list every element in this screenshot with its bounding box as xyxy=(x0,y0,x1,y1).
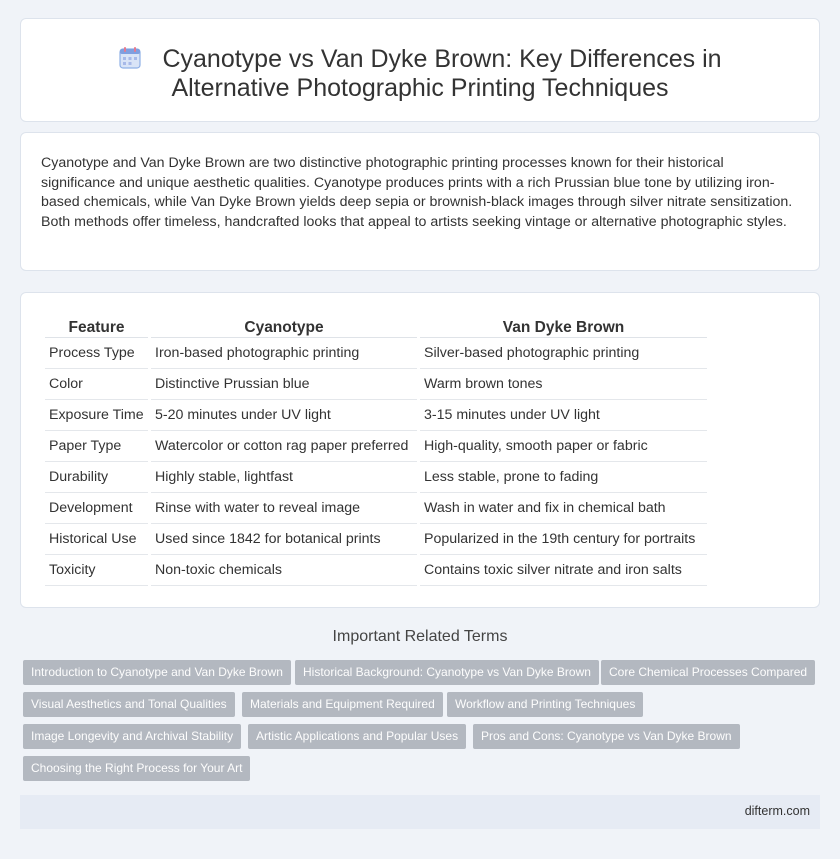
table-row xyxy=(45,462,707,493)
van-dyke-brown-cell: Warm brown tones xyxy=(420,369,707,400)
calendar-icon xyxy=(118,46,142,70)
table-row xyxy=(45,524,707,555)
table-row xyxy=(45,555,707,586)
related-term-tag[interactable]: Core Chemical Processes Compared xyxy=(601,660,815,685)
feature-cell: Historical Use xyxy=(45,524,148,555)
related-term-tag[interactable]: Choosing the Right Process for Your Art xyxy=(23,756,250,781)
cyanotype-cell: Highly stable, lightfast xyxy=(151,462,417,493)
table-row xyxy=(45,493,707,524)
related-term-tag[interactable]: Historical Background: Cyanotype vs Van Dyke Brown xyxy=(295,660,599,685)
footer xyxy=(20,795,820,829)
van-dyke-brown-cell: High-quality, smooth paper or fabric xyxy=(420,431,707,462)
related-term-tag[interactable]: Image Longevity and Archival Stability xyxy=(23,724,241,749)
feature-cell: Development xyxy=(45,493,148,524)
comparison-card xyxy=(20,292,820,608)
table-body xyxy=(45,338,707,586)
cyanotype-cell: Non-toxic chemicals xyxy=(151,555,417,586)
intro-card xyxy=(20,132,820,271)
page-title-text: Cyanotype vs Van Dyke Brown: Key Differences in Alternative Photographic Printing Techniques xyxy=(162,45,722,102)
table-header-row xyxy=(45,315,707,338)
feature-cell: Color xyxy=(45,369,148,400)
related-term-tag[interactable]: Artistic Applications and Popular Uses xyxy=(248,724,466,749)
related-term-tag[interactable]: Materials and Equipment Required xyxy=(242,692,443,717)
feature-cell: Toxicity xyxy=(45,555,148,586)
footer-brand: difterm.com xyxy=(744,804,810,818)
related-term-tag[interactable]: Pros and Cons: Cyanotype vs Van Dyke Brown xyxy=(473,724,740,749)
van-dyke-brown-cell: Popularized in the 19th century for portraits xyxy=(420,524,707,555)
van-dyke-brown-cell: Silver-based photographic printing xyxy=(420,338,707,369)
related-term-tag[interactable]: Introduction to Cyanotype and Van Dyke Brown xyxy=(23,660,291,685)
cyanotype-cell: Watercolor or cotton rag paper preferred xyxy=(151,431,417,462)
related-term-tag[interactable]: Workflow and Printing Techniques xyxy=(447,692,643,717)
table-row xyxy=(45,369,707,400)
intro-paragraph: Cyanotype and Van Dyke Brown are two distinctive photographic printing processes known for their historical significance and unique aesthetic qualities. Cyanotype produces prints with a rich Prussian blue tone by utilizing iron-based chemicals, while Van Dyke Brown yields deep sepia or brownish-black images through silver nitrate sensitization. Both methods offer timeless, handcrafted looks that appeal to artists seeking vintage or alternative photographic styles. xyxy=(41,155,793,231)
table-row xyxy=(45,400,707,431)
feature-cell: Paper Type xyxy=(45,431,148,462)
page-title xyxy=(61,45,779,103)
van-dyke-brown-cell: Wash in water and fix in chemical bath xyxy=(420,493,707,524)
comparison-table xyxy=(42,315,710,586)
feature-cell: Process Type xyxy=(45,338,148,369)
cyanotype-cell: Distinctive Prussian blue xyxy=(151,369,417,400)
van-dyke-brown-cell: Less stable, prone to fading xyxy=(420,462,707,493)
feature-cell: Exposure Time xyxy=(45,400,148,431)
table-row xyxy=(45,431,707,462)
column-header-van-dyke-brown: Van Dyke Brown xyxy=(420,315,707,338)
column-header-cyanotype: Cyanotype xyxy=(151,315,417,338)
table-row xyxy=(45,338,707,369)
cyanotype-cell: Rinse with water to reveal image xyxy=(151,493,417,524)
header-card xyxy=(20,18,820,122)
related-terms-heading: Important Related Terms xyxy=(332,628,508,645)
van-dyke-brown-cell: 3-15 minutes under UV light xyxy=(420,400,707,431)
column-header-feature: Feature xyxy=(45,315,148,338)
cyanotype-cell: 5-20 minutes under UV light xyxy=(151,400,417,431)
van-dyke-brown-cell: Contains toxic silver nitrate and iron salts xyxy=(420,555,707,586)
feature-cell: Durability xyxy=(45,462,148,493)
related-term-tag[interactable]: Visual Aesthetics and Tonal Qualities xyxy=(23,692,235,717)
cyanotype-cell: Iron-based photographic printing xyxy=(151,338,417,369)
cyanotype-cell: Used since 1842 for botanical prints xyxy=(151,524,417,555)
